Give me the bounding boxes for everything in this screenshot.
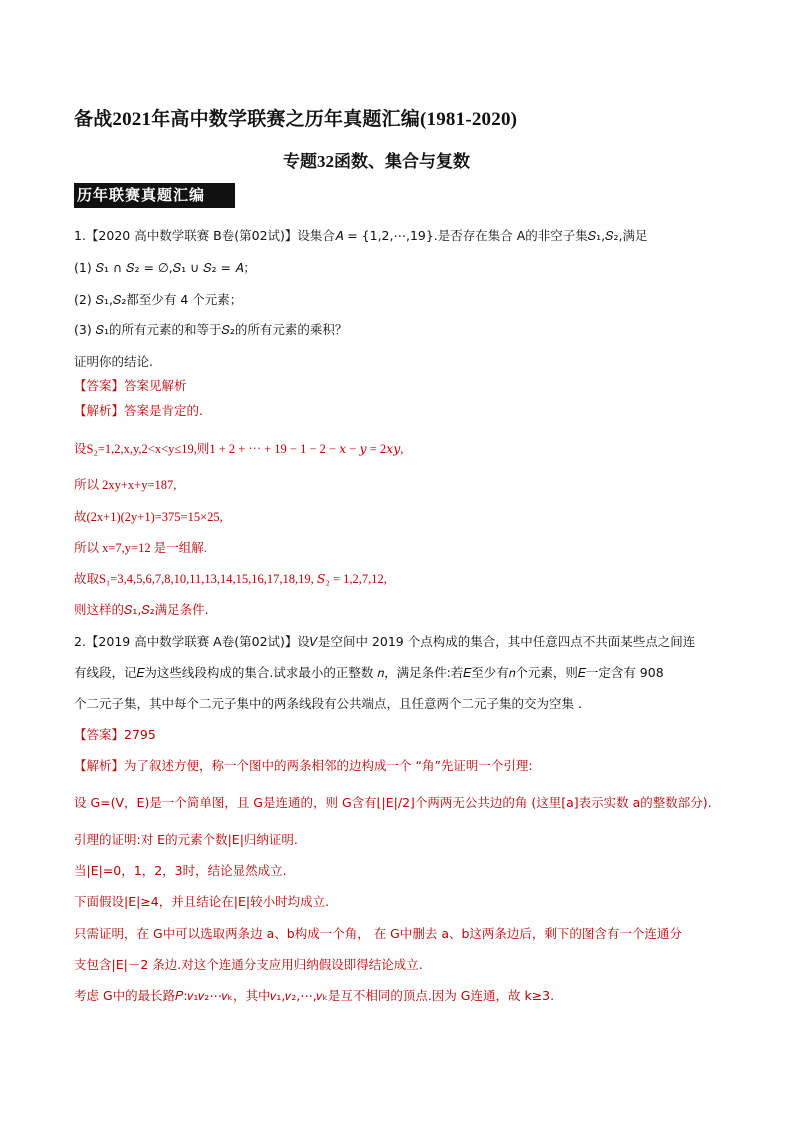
solution-line: 所以 x=7,y=12 是一组解. — [74, 541, 207, 555]
section-banner: 历年联赛真题汇编 — [74, 183, 235, 208]
solution-line: 设 G=(V，E)是一个简单图，且 G是连通的，则 G含有⌊|E|/2⌋个两两无公共边的角 (这里[a]表示实数 a的整数部分). — [74, 795, 712, 810]
prove-text: 证明你的结论. — [74, 354, 153, 369]
solution-line: 故(2x+1)(2y+1)=375=15×25, — [74, 510, 223, 524]
solution-line: 考虑 G中的最长路𝑃:𝑣₁𝑣₂⋯𝑣ₖ，其中𝑣₁,𝑣₂,⋯,𝑣ₖ是互不相同的顶点.因为 G连通，故 k≥3. — [74, 988, 555, 1003]
problem-2-statement: 2.【2019 高中数学联赛 A卷(第02试)】设𝑉是空间中 2019 个点构成的集合，其中任意四点不共面某些点之间连 — [74, 634, 696, 649]
condition-2: (2) 𝑆₁,𝑆₂都至少有 4 个元素； — [74, 292, 243, 307]
document-subtitle: 专题32函数、集合与复数 — [283, 152, 470, 171]
condition-3: (3) 𝑆₁的所有元素的和等于𝑆₂的所有元素的乘积？ — [74, 322, 348, 337]
solution-line: 当|E|=0，1，2，3时，结论显然成立. — [74, 863, 287, 878]
document-title: 备战2021年高中数学联赛之历年真题汇编(1981-2020) — [74, 109, 518, 130]
answer-label: 【答案】2795 — [74, 727, 156, 742]
solution-line: 只需证明，在 G中可以选取两条边 a、b构成一个角， 在 G中删去 a、b这两条边后，剩下的图含有一个连通分 — [74, 926, 682, 941]
problem-2-statement: 有线段，记𝐸为这些线段构成的集合.试求最小的正整数 𝑛，满足条件:若𝐸至少有𝑛个元素，则𝐸一定含有 908 — [74, 665, 664, 680]
solution-line: 设S₂=1,2,x,y,2<x<y≤19,则1 + 2 + ⋯ + 19 − 1 − 2 − 𝑥 − 𝑦 = 2𝑥𝑦, — [74, 442, 404, 456]
solution-line: 所以 2xy+x+y=187, — [74, 478, 177, 492]
solution-line: 下面假设|E|≥4，并且结论在|E|较小时均成立. — [74, 894, 330, 909]
solution-line: 引理的证明:对 E的元素个数|E|归纳证明. — [74, 832, 298, 847]
condition-1: (1) 𝑆₁ ∩ 𝑆₂ = ∅,𝑆₁ ∪ 𝑆₂ = 𝐴； — [74, 260, 256, 275]
answer-label: 【答案】答案见解析 — [74, 378, 187, 393]
solution-line: 故取S₁=3,4,5,6,7,8,10,11,13,14,15,16,17,18,19, 𝑆₂ = 1,2,7,12, — [74, 572, 387, 586]
problem-1-statement: 1.【2020 高中数学联赛 B卷(第02试)】设集合𝐴 = {1,2,⋯,19}.是否存在集合 A的非空子集𝑆₁,𝑆₂,满足 — [74, 228, 648, 243]
analysis-label: 【解析】答案是肯定的. — [74, 403, 203, 418]
problem-2-statement: 个二元子集，其中每个二元子集中的两条线段有公共端点，且任意两个二元子集的交为空集 . — [74, 696, 582, 711]
analysis-label: 【解析】为了叙述方便，称一个图中的两条相邻的边构成一个 “角”先证明一个引理: — [74, 758, 533, 773]
solution-line: 支包含|E|－2 条边.对这个连通分支应用归纳假设即得结论成立. — [74, 957, 423, 972]
solution-line: 则这样的𝑆₁,𝑆₂满足条件. — [74, 602, 209, 617]
